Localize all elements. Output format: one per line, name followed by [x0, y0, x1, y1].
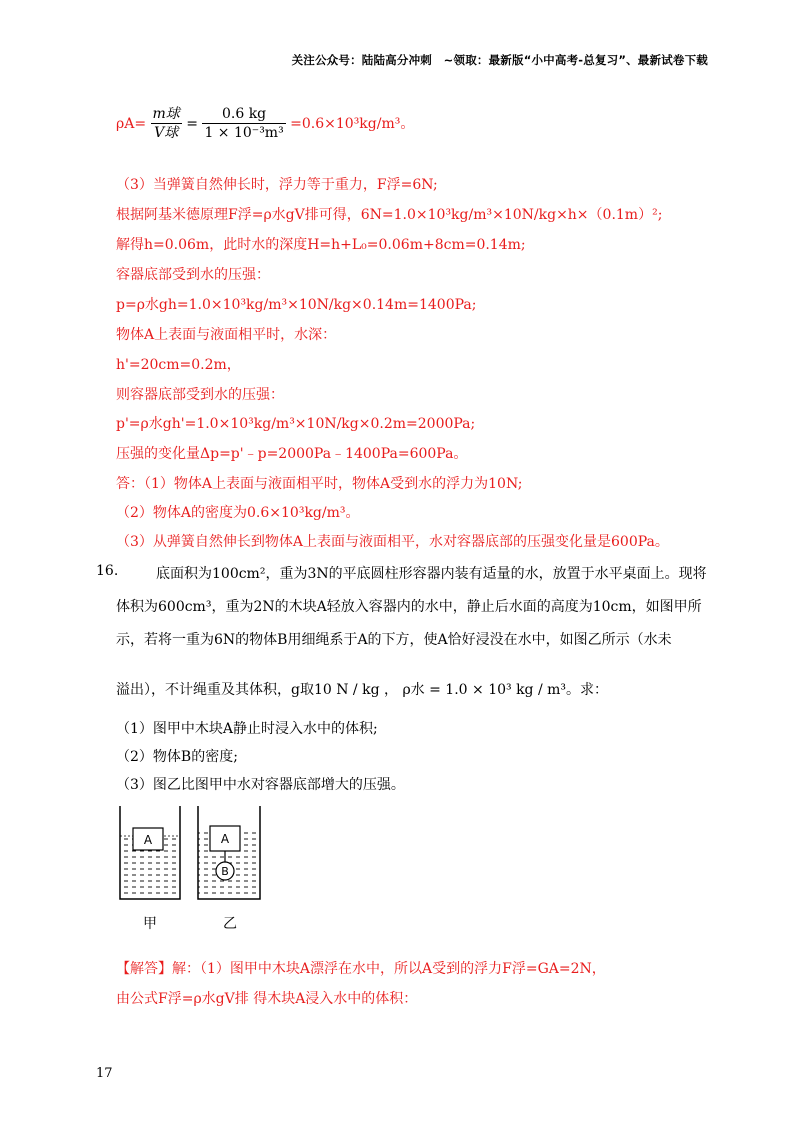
- solution-line: 答：（1）物体A上表面与液面相平时，物体A受到水的浮力为10N;: [116, 476, 523, 492]
- fraction-value-denominator: 1 × 10⁻³m³: [204, 125, 284, 141]
- container-figure: [100, 800, 280, 940]
- ball-b-label: B: [221, 865, 229, 878]
- problem-number: 16.: [96, 563, 119, 579]
- problem-line: 溢出），不计绳重及其体积，g取10 N / kg ， ρ水 = 1.0 × 10³ kg / m³。求：: [116, 682, 609, 698]
- solution-line: （2）物体A的密度为0.6×10³kg/m³。: [116, 505, 360, 521]
- solution-line: p=ρ水gh=1.0×10³kg/m³×10N/kg×0.14m=1400Pa;: [116, 297, 477, 313]
- formula-lhs: ρA=: [116, 116, 147, 132]
- problem-line: 底面积为100cm²，重为3N的平底圆柱形容器内装有适量的水，放置于水平桌面上。现将: [156, 566, 707, 582]
- question-item: （3）图乙比图甲中水对容器底部增大的压强。: [116, 777, 405, 793]
- container-right: [198, 806, 260, 899]
- solution-line: 根据阿基米德原理F浮=ρ水gV排可得，6N=1.0×10³kg/m³×10N/kg×h×（0.1m）²;: [116, 207, 663, 223]
- answer-line-2: 由公式F浮=ρ水gV排 得木块A浸入水中的体积：: [116, 991, 418, 1007]
- question-item: （2）物体B的密度;: [116, 749, 238, 765]
- fraction-mass-volume: [151, 106, 182, 142]
- block-a-label: A: [143, 833, 153, 847]
- solution-line: 物体A上表面与液面相平时，水深：: [116, 327, 337, 343]
- density-formula: [116, 106, 414, 142]
- solution-line: h'=20cm=0.2m，: [116, 357, 241, 373]
- solution-line: （3）当弹簧自然伸长时，浮力等于重力，F浮=6N;: [116, 177, 438, 193]
- container-left: [120, 806, 180, 899]
- problem-line: 示，若将一重为6N的物体B用细绳系于A的下方，使A恰好浸没在水中，如图乙所示（水未: [116, 632, 672, 648]
- solution-line: 解得h=0.06m，此时水的深度H=h+L₀=0.06m+8cm=0.14m;: [116, 237, 526, 253]
- fraction-value-numerator: 0.6 kg: [202, 106, 285, 124]
- caption-left: 甲: [143, 916, 157, 932]
- question-item: （1）图甲中木块A静止时浸入水中的体积;: [116, 721, 378, 737]
- solution-line: 压强的变化量Δp=p'﹣p=2000Pa﹣1400Pa=600Pa。: [116, 446, 468, 462]
- block-a-label: A: [220, 832, 230, 846]
- page-header: 关注公众号：陆陆高分冲刺 ~领取：最新版“小中高考-总复习”、最新试卷下载: [291, 53, 708, 67]
- solution-line: 容器底部受到水的压强：: [116, 267, 270, 283]
- page-number: 17: [96, 1066, 113, 1081]
- fraction-denominator: V球: [154, 125, 179, 141]
- formula-equals: =: [186, 116, 198, 132]
- fraction-numerator: m球: [152, 106, 180, 122]
- problem-line: 体积为600cm³，重为2N的木块A轻放入容器内的水中，静止后水面的高度为10cm，如图甲所: [116, 599, 702, 615]
- fraction-values: [202, 106, 285, 142]
- solution-line: （3）从弹簧自然伸长到物体A上表面与液面相平，水对容器底部的压强变化量是600Pa。: [116, 534, 669, 550]
- answer-line-1: [116, 958, 606, 978]
- solution-line: 则容器底部受到水的压强：: [116, 387, 284, 403]
- solution-line: p'=ρ水gh'=1.0×10³kg/m³×10N/kg×0.2m=2000Pa;: [116, 416, 476, 432]
- answer-tag: 【解答】: [116, 961, 172, 977]
- caption-right: 乙: [223, 916, 237, 932]
- formula-result: =0.6×10³kg/m³。: [290, 116, 415, 132]
- answer-text: 解：（1）图甲中木块A漂浮在水中，所以A受到的浮力F浮=GA=2N，: [172, 961, 606, 977]
